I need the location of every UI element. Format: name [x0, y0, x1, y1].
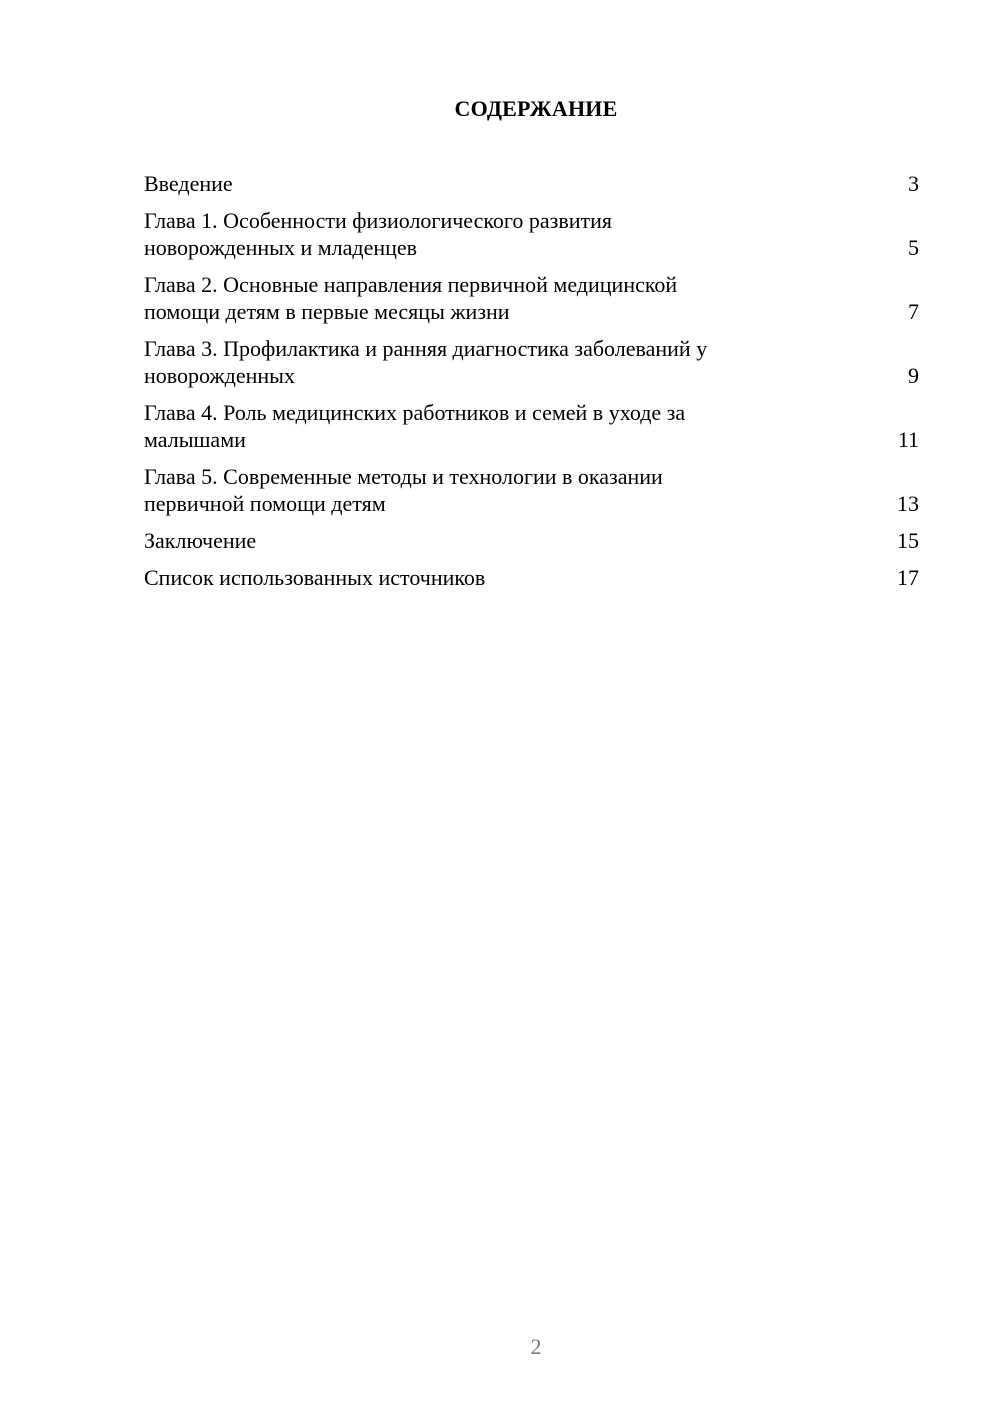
toc-entry-label: Глава 2. Основные направления первичной медицинской помощи детям в первые месяцы жизни — [144, 272, 678, 324]
toc-entry-page: 17 — [897, 565, 919, 590]
table-of-contents — [144, 170, 919, 601]
toc-entry-references — [144, 564, 919, 591]
toc-entry-page: 13 — [897, 491, 919, 516]
toc-entry-label: Глава 5. Современные методы и технологии в оказании первичной помощи детям — [144, 464, 663, 516]
toc-entry-chapter-5 — [144, 463, 919, 517]
toc-entry-page: 5 — [908, 235, 919, 260]
toc-entry-label: Глава 4. Роль медицинских работников и семей в уходе за малышами — [144, 400, 686, 452]
toc-entry-page: 3 — [908, 171, 919, 196]
toc-entry-page: 9 — [908, 363, 919, 388]
toc-entry-introduction — [144, 170, 919, 197]
toc-entry-chapter-3 — [144, 335, 919, 389]
toc-entry-chapter-1 — [144, 207, 919, 261]
toc-entry-chapter-4 — [144, 399, 919, 453]
toc-entry-conclusion — [144, 527, 919, 554]
toc-entry-label: Введение — [144, 171, 233, 196]
toc-entry-label: Глава 3. Профилактика и ранняя диагностика заболеваний у новорожденных — [144, 336, 708, 388]
toc-entry-label: Глава 1. Особенности физиологического развития новорожденных и младенцев — [144, 208, 613, 260]
toc-entry-label: Список использованных источников — [144, 565, 486, 590]
toc-entry-label: Заключение — [144, 528, 257, 553]
toc-entry-page: 7 — [908, 299, 919, 324]
toc-entry-chapter-2 — [144, 271, 919, 325]
toc-entry-page: 15 — [897, 528, 919, 553]
page-number: 2 — [530, 1334, 542, 1359]
page-title: СОДЕРЖАНИЕ — [454, 96, 618, 121]
toc-entry-page: 11 — [897, 427, 919, 452]
